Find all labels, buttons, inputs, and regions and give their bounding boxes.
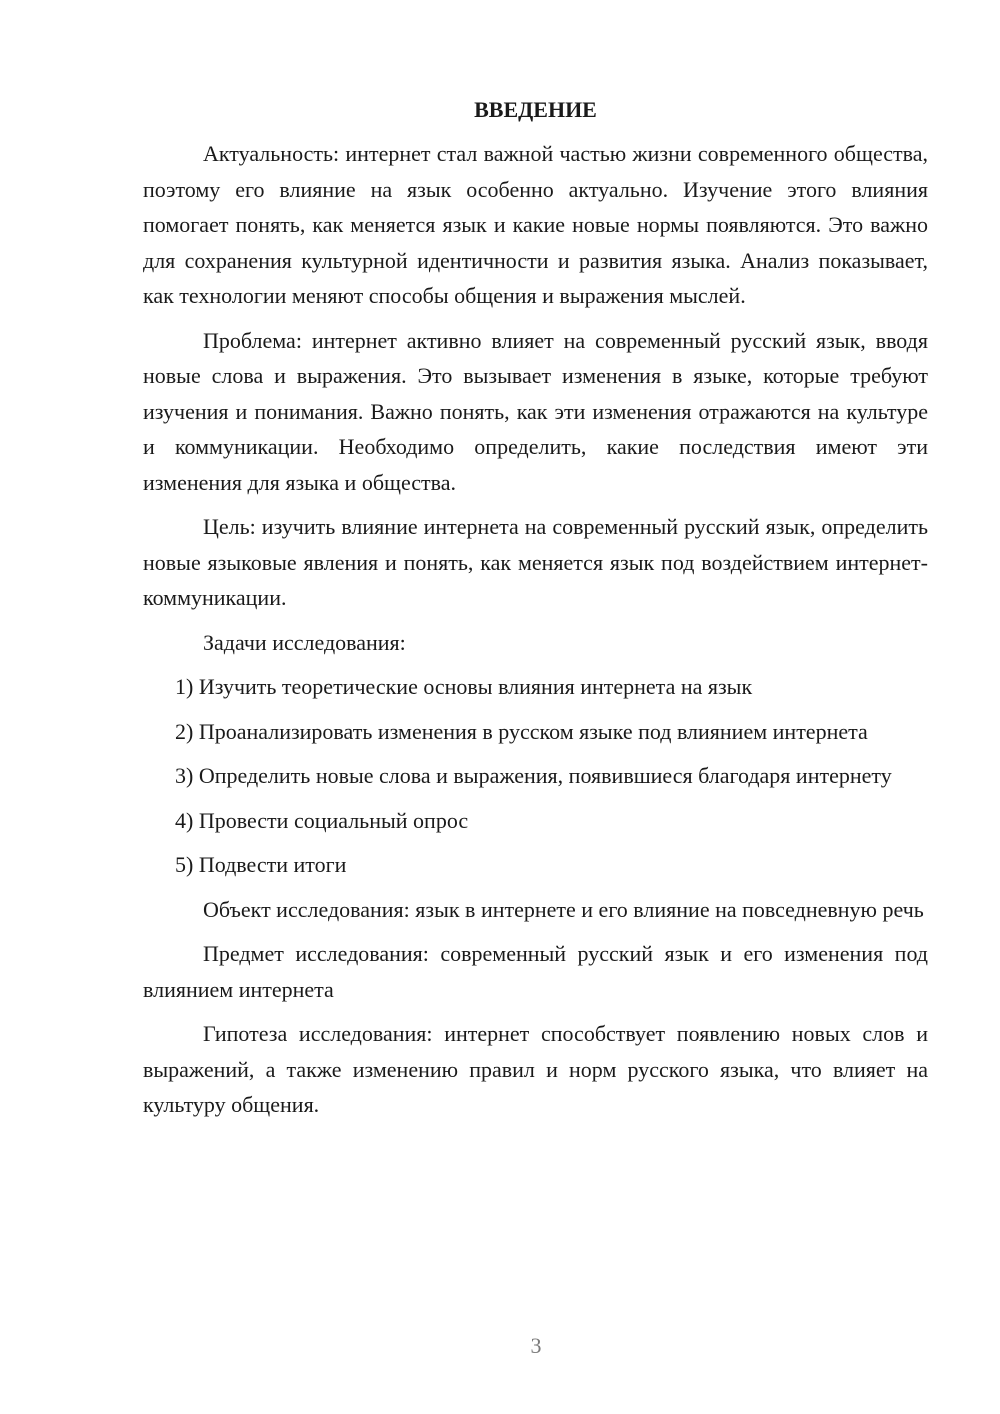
task-item: 4) Провести социальный опрос bbox=[175, 807, 469, 833]
task-item: 1) Изучить теоретические основы влияния интернета на язык bbox=[175, 674, 753, 699]
relevance-paragraph: Актуальность: интернет стал важной частью жизни современного общества, поэтому его влияние на язык особенно актуально. Изучение этого влияния помогает понять, как меняется язык и какие новые нормы появляются. Это важно для сохранения культурной идентичности и развития языка. Анализ показывает, как технологии меняют способы общения и выражения мыслей. bbox=[143, 141, 928, 308]
goal-paragraph: Цель: изучить влияние интернета на современный русский язык, определить новые языковые явления и понять, как меняется язык под воздействием интернет-коммуникации. bbox=[143, 514, 928, 610]
task-item: 2) Проанализировать изменения в русском языке под влиянием интернета bbox=[175, 718, 868, 744]
section-title: ВВЕДЕНИЕ bbox=[474, 97, 597, 122]
tasks-heading: Задачи исследования: bbox=[203, 629, 406, 655]
task-item: 5) Подвести итоги bbox=[175, 852, 347, 877]
document-page bbox=[143, 95, 928, 1123]
page-number: 3 bbox=[530, 1333, 542, 1358]
problem-paragraph: Проблема: интернет активно влияет на современный русский язык, вводя новые слова и выражения. Это вызывает изменения в языке, которые требуют изучения и понимания. Важно понять, как эти изменения отражаются на культуре и коммуникации. Необходимо определить, какие последствия имеют эти изменения для языка и общества. bbox=[143, 327, 928, 495]
task-item: 3) Определить новые слова и выражения, появившиеся благодаря интернету bbox=[175, 763, 892, 788]
object-paragraph: Объект исследования: язык в интернете и его влияние на повседневную речь bbox=[203, 896, 924, 922]
hypothesis-paragraph: Гипотеза исследования: интернет способствует появлению новых слов и выражений, а также изменению правил и норм русского языка, что влияет на культуру общения. bbox=[143, 1021, 928, 1117]
subject-paragraph: Предмет исследования: современный русский язык и его изменения под влиянием интернета bbox=[143, 941, 928, 1002]
